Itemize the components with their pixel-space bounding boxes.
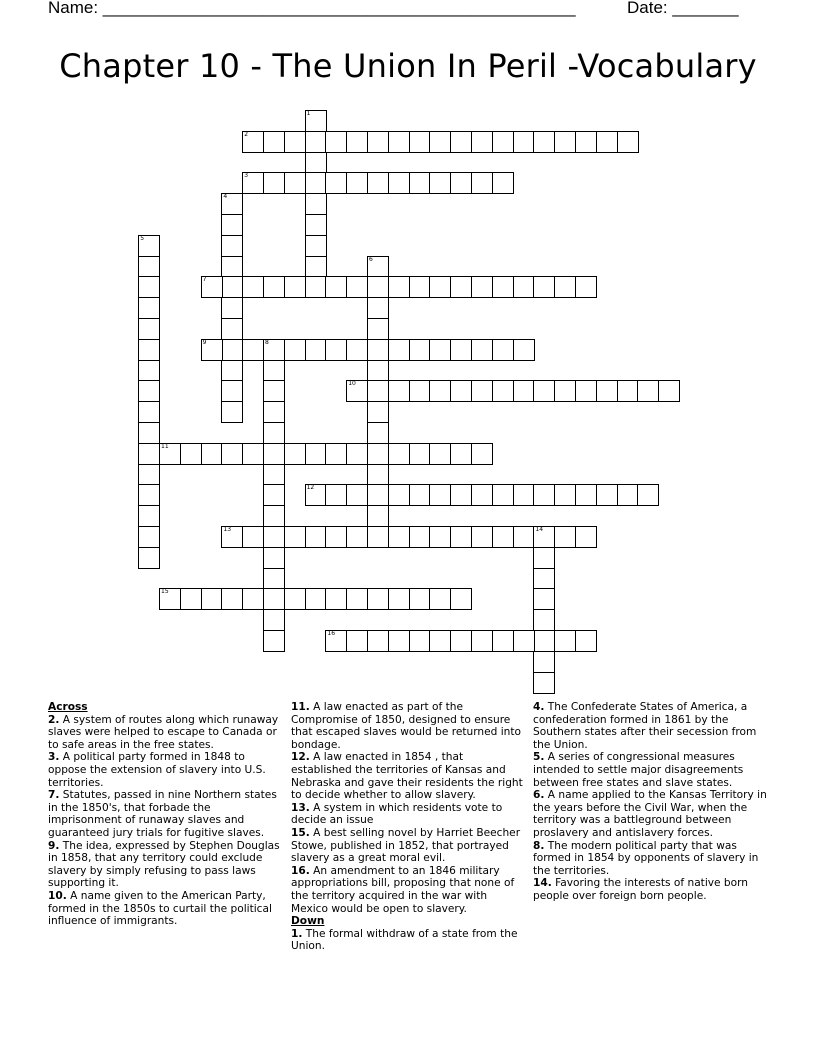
- grid-cell[interactable]: [429, 131, 451, 153]
- grid-cell[interactable]: [346, 443, 368, 465]
- grid-cell[interactable]: [513, 131, 535, 153]
- grid-cell[interactable]: [367, 131, 389, 153]
- grid-cell[interactable]: [325, 172, 347, 194]
- grid-cell[interactable]: [388, 484, 410, 506]
- grid-cell[interactable]: [221, 443, 243, 465]
- grid-cell[interactable]: [409, 588, 431, 610]
- clue-number-label: 2: [244, 130, 249, 138]
- clue-number-label: 1: [306, 110, 311, 117]
- grid-cell[interactable]: [242, 276, 264, 298]
- clue-number: 15.: [291, 826, 310, 839]
- clue-number-label: 9: [202, 338, 207, 346]
- grid-cell[interactable]: [263, 131, 285, 153]
- grid-cell[interactable]: [263, 630, 285, 652]
- grid-cell[interactable]: [138, 380, 160, 402]
- grid-cell[interactable]: [201, 588, 223, 610]
- grid-cell[interactable]: [429, 443, 451, 465]
- grid-cell[interactable]: [138, 547, 160, 569]
- grid-cell[interactable]: [242, 526, 264, 548]
- grid-cell[interactable]: [388, 588, 410, 610]
- clue-column-2: [291, 701, 527, 953]
- grid-cell[interactable]: [429, 380, 451, 402]
- clue-text: The idea, expressed by Stephen Douglas in 1858, that any territory could exclude slavery by simply refusing to pass laws supporting it.: [48, 839, 280, 890]
- grid-cell[interactable]: [263, 443, 285, 465]
- grid-cell[interactable]: [471, 630, 493, 652]
- grid-cell[interactable]: [305, 172, 327, 194]
- grid-cell[interactable]: [471, 526, 493, 548]
- grid-cell[interactable]: [284, 131, 306, 153]
- clue-number: 11.: [291, 701, 310, 713]
- grid-cell[interactable]: [471, 339, 493, 361]
- grid-cell[interactable]: [346, 588, 368, 610]
- grid-cell[interactable]: [450, 339, 472, 361]
- grid-cell[interactable]: [637, 484, 659, 506]
- clue-across-3: [48, 751, 284, 789]
- clue-across-13: [291, 802, 527, 827]
- grid-cell[interactable]: [409, 484, 431, 506]
- grid-cell[interactable]: [450, 588, 472, 610]
- grid-cell[interactable]: [388, 276, 410, 298]
- down-heading: Down: [291, 915, 325, 928]
- grid-cell-14[interactable]: [533, 526, 555, 548]
- grid-cell[interactable]: [513, 630, 535, 652]
- grid-cell[interactable]: [533, 276, 555, 298]
- grid-cell[interactable]: [533, 651, 555, 673]
- grid-cell[interactable]: [305, 235, 327, 257]
- clue-column-3: [533, 701, 769, 903]
- grid-cell[interactable]: [367, 588, 389, 610]
- grid-cell[interactable]: [513, 526, 535, 548]
- clue-number-label: 11: [161, 442, 169, 450]
- grid-cell[interactable]: [471, 276, 493, 298]
- grid-cell[interactable]: [533, 588, 555, 610]
- clue-across-12: [291, 751, 527, 801]
- grid-cell[interactable]: [305, 339, 327, 361]
- grid-cell[interactable]: [367, 422, 389, 444]
- grid-cell-12[interactable]: [305, 484, 327, 506]
- grid-cell[interactable]: [138, 297, 160, 319]
- clue-text: A name given to the American Party, formed in the 1850s to curtail the political influence of immigrants.: [48, 889, 272, 928]
- grid-cell[interactable]: [263, 276, 285, 298]
- grid-cell[interactable]: [617, 131, 639, 153]
- grid-cell[interactable]: [492, 380, 514, 402]
- clue-text: A best selling novel by Harriet Beecher Stowe, published in 1852, that portrayed slavery as a great moral evil.: [291, 826, 521, 865]
- grid-cell[interactable]: [221, 401, 243, 423]
- clue-across-16: [291, 865, 527, 915]
- across-heading: Across: [48, 701, 88, 713]
- grid-cell-7[interactable]: [201, 276, 223, 298]
- clue-number: 12.: [291, 751, 310, 764]
- grid-cell[interactable]: [533, 547, 555, 569]
- grid-cell[interactable]: [533, 609, 555, 631]
- grid-cell[interactable]: [575, 276, 597, 298]
- grid-cell[interactable]: [637, 380, 659, 402]
- grid-cell[interactable]: [409, 630, 431, 652]
- grid-cell[interactable]: [596, 484, 618, 506]
- grid-cell-5[interactable]: [138, 235, 160, 257]
- grid-cell[interactable]: [263, 547, 285, 569]
- clue-number: 6.: [533, 789, 545, 802]
- grid-cell[interactable]: [367, 630, 389, 652]
- grid-cell[interactable]: [221, 360, 243, 382]
- grid-cell[interactable]: [409, 339, 431, 361]
- clue-text: Favoring the interests of native born people over foreign born people.: [533, 877, 749, 902]
- clue-number-label: 16: [327, 630, 336, 637]
- grid-cell[interactable]: [596, 380, 618, 402]
- grid-cell[interactable]: [325, 339, 347, 361]
- grid-cell[interactable]: [533, 131, 555, 153]
- grid-cell[interactable]: [305, 193, 327, 215]
- clue-across-9: [48, 840, 284, 890]
- grid-cell[interactable]: [263, 422, 285, 444]
- grid-cell[interactable]: [429, 588, 451, 610]
- grid-cell[interactable]: [554, 484, 576, 506]
- grid-cell[interactable]: [367, 505, 389, 527]
- grid-cell-2[interactable]: [242, 131, 264, 153]
- grid-cell[interactable]: [575, 484, 597, 506]
- clue-number-label: 6: [369, 255, 373, 263]
- grid-cell[interactable]: [617, 484, 639, 506]
- grid-cell[interactable]: [429, 276, 451, 298]
- grid-cell[interactable]: [263, 484, 285, 506]
- clue-number: 4.: [533, 701, 545, 713]
- grid-cell[interactable]: [284, 276, 306, 298]
- grid-cell[interactable]: [388, 339, 410, 361]
- grid-cell[interactable]: [388, 630, 410, 652]
- grid-cell[interactable]: [388, 443, 410, 465]
- clue-text: An amendment to an 1846 military appropriations bill, proposing that none of the territory acquired in the war with Mexico would be open to slavery.: [291, 864, 515, 915]
- grid-cell[interactable]: [492, 172, 514, 194]
- clue-text: A system of routes along which runaway slaves were helped to escape to Canada or to safe areas in the free states.: [48, 713, 279, 751]
- grid-cell[interactable]: [138, 401, 160, 423]
- clue-number: 2.: [48, 713, 60, 726]
- grid-cell[interactable]: [346, 484, 368, 506]
- grid-cell[interactable]: [346, 526, 368, 548]
- grid-cell[interactable]: [450, 276, 472, 298]
- grid-cell[interactable]: [305, 131, 327, 153]
- clue-down-1: [291, 928, 527, 953]
- grid-cell[interactable]: [471, 443, 493, 465]
- grid-cell[interactable]: [450, 484, 472, 506]
- clue-column-1: [48, 701, 284, 928]
- grid-cell-11[interactable]: [159, 443, 181, 465]
- grid-cell[interactable]: [513, 339, 535, 361]
- grid-cell[interactable]: [554, 131, 576, 153]
- grid-cell[interactable]: [221, 214, 243, 236]
- clue-number-label: 14: [535, 526, 544, 533]
- grid-cell[interactable]: [138, 360, 160, 382]
- grid-cell[interactable]: [367, 380, 389, 402]
- clue-number: 16.: [291, 864, 310, 877]
- grid-cell[interactable]: [492, 131, 514, 153]
- grid-cell-6[interactable]: [367, 256, 389, 278]
- grid-cell[interactable]: [409, 276, 431, 298]
- clue-number: 10.: [48, 889, 67, 902]
- grid-cell[interactable]: [221, 339, 243, 361]
- grid-cell[interactable]: [346, 276, 368, 298]
- grid-cell[interactable]: [138, 484, 160, 506]
- grid-cell-1[interactable]: [305, 110, 327, 132]
- grid-cell[interactable]: [533, 672, 555, 694]
- grid-cell[interactable]: [471, 484, 493, 506]
- grid-cell[interactable]: [221, 380, 243, 402]
- clue-number-label: 13: [223, 526, 232, 533]
- clue-number-label: 4: [223, 193, 228, 201]
- clue-text: The formal withdraw of a state from the Union.: [291, 927, 518, 953]
- grid-cell[interactable]: [367, 484, 389, 506]
- grid-cell-8[interactable]: [263, 339, 285, 361]
- grid-cell[interactable]: [263, 464, 285, 486]
- grid-cell[interactable]: [471, 172, 493, 194]
- name-field[interactable]: Name: __________________________________________________: [48, 0, 576, 17]
- grid-cell[interactable]: [138, 526, 160, 548]
- grid-cell[interactable]: [138, 443, 160, 465]
- grid-cell[interactable]: [429, 526, 451, 548]
- grid-cell[interactable]: [263, 172, 285, 194]
- clue-number: 8.: [533, 839, 545, 852]
- clue-down-5: [533, 751, 769, 789]
- grid-cell[interactable]: [492, 526, 514, 548]
- clue-text: A law enacted as part of the Compromise of 1850, designed to ensure that escaped slaves would be returned into bondage.: [291, 701, 521, 751]
- clue-number-label: 5: [140, 234, 145, 242]
- grid-cell[interactable]: [138, 422, 160, 444]
- clue-text: A system in which residents vote to decide an issue: [291, 801, 503, 827]
- grid-cell[interactable]: [388, 131, 410, 153]
- grid-cell[interactable]: [221, 235, 243, 257]
- grid-cell[interactable]: [367, 526, 389, 548]
- clue-text: Statutes, passed in nine Northern states in the 1850's, that forbade the imprisonment of runaway slaves and guaranteed jury trials for fugitive slaves.: [48, 789, 277, 839]
- grid-cell[interactable]: [409, 443, 431, 465]
- grid-cell[interactable]: [221, 256, 243, 278]
- grid-cell[interactable]: [596, 131, 618, 153]
- clue-number: 9.: [48, 839, 60, 852]
- grid-cell[interactable]: [575, 380, 597, 402]
- grid-cell[interactable]: [471, 380, 493, 402]
- grid-cell[interactable]: [617, 380, 639, 402]
- grid-cell[interactable]: [138, 318, 160, 340]
- grid-cell[interactable]: [533, 380, 555, 402]
- grid-cell-10[interactable]: [346, 380, 368, 402]
- grid-cell[interactable]: [575, 630, 597, 652]
- grid-cell[interactable]: [346, 630, 368, 652]
- grid-cell[interactable]: [325, 276, 347, 298]
- grid-cell[interactable]: [575, 526, 597, 548]
- grid-cell[interactable]: [429, 484, 451, 506]
- clue-number: 3.: [48, 751, 60, 764]
- grid-cell[interactable]: [388, 380, 410, 402]
- grid-cell[interactable]: [513, 276, 535, 298]
- grid-cell[interactable]: [409, 172, 431, 194]
- clue-number: 7.: [48, 789, 60, 802]
- grid-cell[interactable]: [325, 588, 347, 610]
- clue-text: A political party formed in 1848 to oppose the extension of slavery into U.S. territories.: [48, 751, 266, 789]
- grid-cell-13[interactable]: [221, 526, 243, 548]
- grid-cell[interactable]: [533, 484, 555, 506]
- grid-cell[interactable]: [575, 131, 597, 153]
- clue-text: The Confederate States of America, a confederation formed in 1861 by the Southern states after their secession from the Union.: [533, 701, 757, 751]
- grid-cell[interactable]: [201, 443, 223, 465]
- clue-number-label: 3: [244, 172, 249, 180]
- grid-cell[interactable]: [367, 172, 389, 194]
- clue-number: 1.: [291, 927, 303, 940]
- grid-cell[interactable]: [325, 484, 347, 506]
- clue-number: 13.: [291, 801, 310, 814]
- grid-cell-4[interactable]: [221, 193, 243, 215]
- grid-cell[interactable]: [554, 380, 576, 402]
- date-field[interactable]: Date: _______: [627, 0, 739, 17]
- grid-cell[interactable]: [450, 526, 472, 548]
- grid-cell[interactable]: [284, 339, 306, 361]
- grid-cell[interactable]: [533, 630, 555, 652]
- grid-cell[interactable]: [263, 401, 285, 423]
- grid-cell[interactable]: [305, 256, 327, 278]
- grid-cell[interactable]: [492, 276, 514, 298]
- grid-cell[interactable]: [305, 588, 327, 610]
- grid-cell[interactable]: [471, 131, 493, 153]
- grid-cell[interactable]: [367, 401, 389, 423]
- grid-cell[interactable]: [346, 172, 368, 194]
- clue-text: A law enacted in 1854 , that established the territories of Kansas and Nebraska and gave their residents the right to decide whether to allow slavery.: [291, 751, 523, 802]
- grid-cell[interactable]: [450, 380, 472, 402]
- grid-cell[interactable]: [284, 172, 306, 194]
- grid-cell[interactable]: [533, 568, 555, 590]
- clue-across-15: [291, 827, 527, 865]
- grid-cell[interactable]: [138, 464, 160, 486]
- page-title: Chapter 10 - The Union In Peril -Vocabulary: [59, 47, 757, 85]
- grid-cell[interactable]: [138, 256, 160, 278]
- grid-cell[interactable]: [263, 505, 285, 527]
- grid-cell[interactable]: [388, 526, 410, 548]
- grid-cell[interactable]: [263, 588, 285, 610]
- grid-cell[interactable]: [346, 131, 368, 153]
- grid-cell[interactable]: [409, 526, 431, 548]
- grid-cell[interactable]: [284, 588, 306, 610]
- grid-cell[interactable]: [242, 339, 264, 361]
- grid-cell[interactable]: [513, 484, 535, 506]
- grid-cell[interactable]: [367, 318, 389, 340]
- grid-cell[interactable]: [305, 276, 327, 298]
- clue-number: 5.: [533, 751, 545, 764]
- grid-cell[interactable]: [284, 526, 306, 548]
- grid-cell[interactable]: [450, 172, 472, 194]
- grid-cell[interactable]: [180, 588, 202, 610]
- grid-cell[interactable]: [221, 588, 243, 610]
- grid-cell[interactable]: [242, 588, 264, 610]
- clue-text: A series of congressional measures intended to settle major disagreements between free states and slave states.: [533, 751, 744, 789]
- clue-number-label: 10: [348, 380, 356, 388]
- grid-cell[interactable]: [284, 443, 306, 465]
- grid-cell[interactable]: [242, 443, 264, 465]
- clue-across-11: [291, 701, 527, 751]
- clue-text: A name applied to the Kansas Territory in the years before the Civil War, when the territory was a battleground between proslavery and antislavery forces.: [533, 789, 767, 839]
- grid-cell[interactable]: [325, 526, 347, 548]
- grid-cell[interactable]: [138, 505, 160, 527]
- clue-down-14: [533, 877, 769, 902]
- grid-cell-16[interactable]: [325, 630, 347, 652]
- grid-cell[interactable]: [305, 214, 327, 236]
- grid-cell-15[interactable]: [159, 588, 181, 610]
- grid-cell[interactable]: [429, 339, 451, 361]
- grid-cell[interactable]: [346, 339, 368, 361]
- grid-cell[interactable]: [492, 484, 514, 506]
- grid-cell[interactable]: [367, 443, 389, 465]
- grid-cell[interactable]: [138, 339, 160, 361]
- grid-cell[interactable]: [367, 360, 389, 382]
- grid-cell[interactable]: [263, 380, 285, 402]
- grid-cell[interactable]: [263, 526, 285, 548]
- clue-text: The modern political party that was formed in 1854 by opponents of slavery in the territories.: [533, 839, 759, 877]
- clue-down-8: [533, 840, 769, 878]
- clue-number-label: 15: [161, 588, 169, 596]
- grid-cell[interactable]: [263, 568, 285, 590]
- clue-across-10: [48, 890, 284, 928]
- grid-cell[interactable]: [367, 276, 389, 298]
- clue-down-4: [533, 701, 769, 751]
- grid-cell[interactable]: [221, 318, 243, 340]
- grid-cell[interactable]: [367, 297, 389, 319]
- grid-cell[interactable]: [138, 276, 160, 298]
- grid-cell[interactable]: [305, 152, 327, 174]
- grid-cell[interactable]: [429, 630, 451, 652]
- grid-cell[interactable]: [554, 526, 576, 548]
- grid-cell-9[interactable]: [201, 339, 223, 361]
- grid-cell[interactable]: [305, 443, 327, 465]
- grid-cell[interactable]: [554, 630, 576, 652]
- grid-cell[interactable]: [221, 276, 243, 298]
- grid-cell[interactable]: [263, 360, 285, 382]
- grid-cell[interactable]: [221, 297, 243, 319]
- grid-cell[interactable]: [367, 339, 389, 361]
- grid-cell[interactable]: [429, 172, 451, 194]
- grid-cell[interactable]: [513, 380, 535, 402]
- grid-cell[interactable]: [409, 380, 431, 402]
- grid-cell[interactable]: [325, 443, 347, 465]
- grid-cell[interactable]: [492, 339, 514, 361]
- grid-cell[interactable]: [450, 443, 472, 465]
- clue-number-label: 7: [202, 276, 207, 284]
- clue-number-label: 12: [306, 484, 315, 492]
- grid-cell[interactable]: [492, 630, 514, 652]
- grid-cell[interactable]: [450, 630, 472, 652]
- grid-cell[interactable]: [554, 276, 576, 298]
- grid-cell[interactable]: [450, 131, 472, 153]
- grid-cell[interactable]: [367, 464, 389, 486]
- grid-cell[interactable]: [180, 443, 202, 465]
- clue-across-2: [48, 714, 284, 752]
- clue-down-6: [533, 789, 769, 839]
- grid-cell-3[interactable]: [242, 172, 264, 194]
- grid-cell[interactable]: [388, 172, 410, 194]
- grid-cell[interactable]: [658, 380, 680, 402]
- grid-cell[interactable]: [325, 131, 347, 153]
- clue-across-7: [48, 789, 284, 839]
- grid-cell[interactable]: [409, 131, 431, 153]
- clue-number: 14.: [533, 877, 552, 890]
- grid-cell[interactable]: [305, 526, 327, 548]
- clue-number-label: 8: [265, 338, 269, 346]
- grid-cell[interactable]: [263, 609, 285, 631]
